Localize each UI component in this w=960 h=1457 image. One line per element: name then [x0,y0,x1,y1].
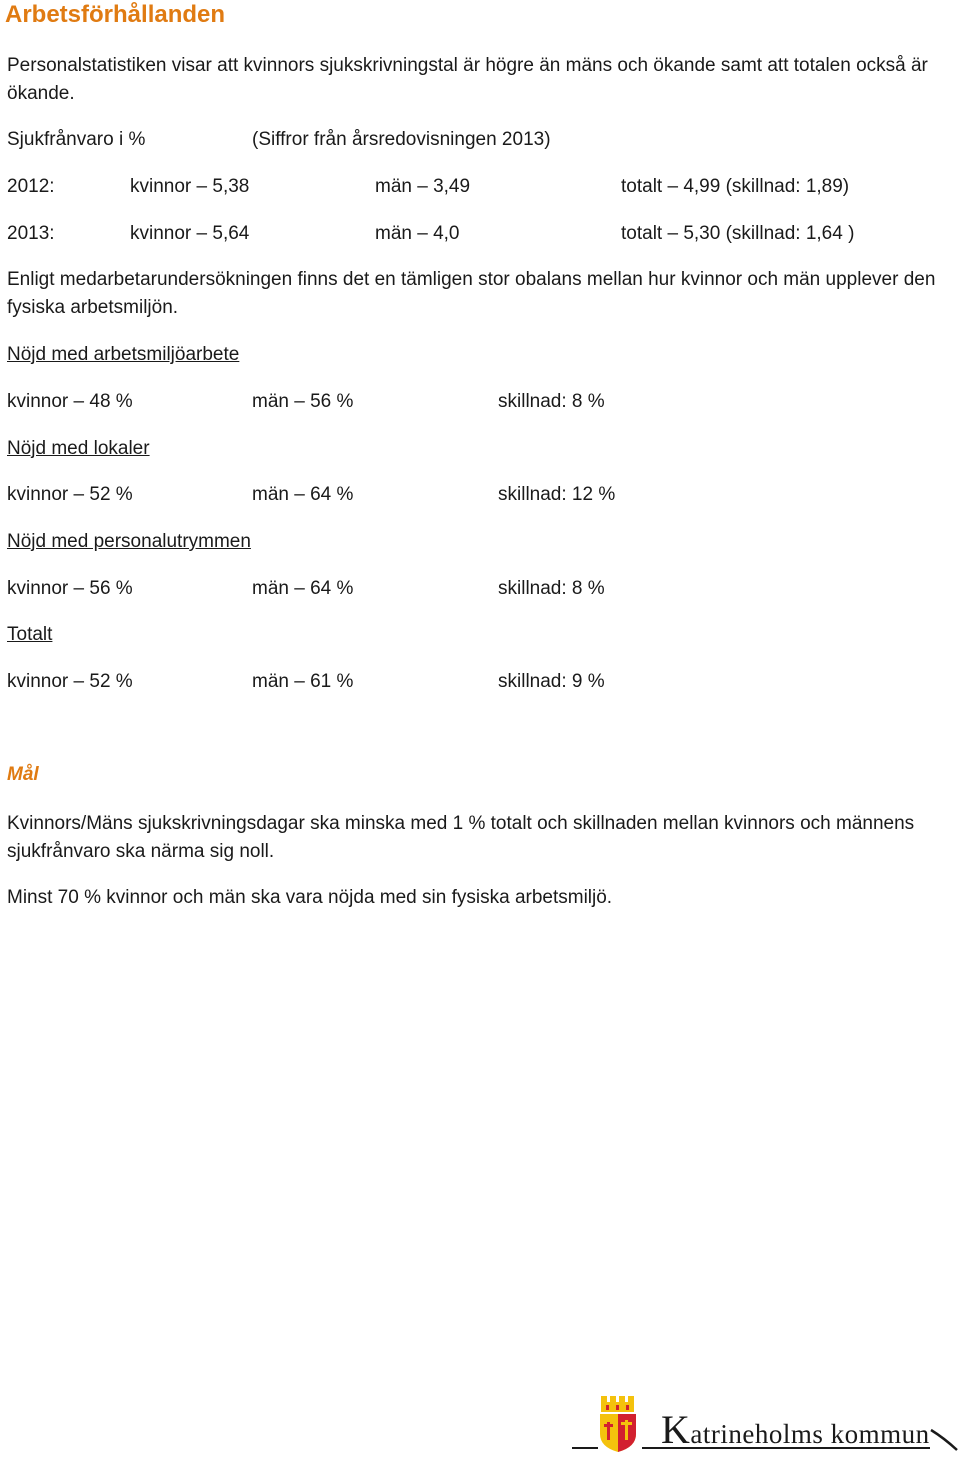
men-value: män – 3,49 [375,176,471,197]
survey-row-4 [0,668,960,696]
sick-leave-source: (Siffror från årsredovisningen 2013) [252,129,551,150]
goals-title: Mål [7,764,39,785]
men-value: män – 61 % [252,671,354,692]
logo-text-rest: atrineholms kommun [690,1419,930,1449]
total-value: totalt – 4,99 (skillnad: 1,89) [621,176,850,197]
women-value: kvinnor – 52 % [7,484,133,505]
survey-row-3 [0,575,960,603]
survey-row-1 [0,388,960,416]
women-value: kvinnor – 5,38 [130,176,250,197]
total-value: totalt – 5,30 (skillnad: 1,64 ) [621,223,855,244]
logo-swoosh-icon [930,1428,960,1452]
goal-item-2: Minst 70 % kvinnor och män ska vara nöjda med sin fysiska arbetsmiljö. [7,887,613,908]
intro-paragraph: Personalstatistiken visar att kvinnors sjukskrivningstal är högre än mäns och ökande samt att totalen också är ökande. [7,55,928,104]
diff-value: skillnad: 8 % [498,391,605,412]
men-value: män – 64 % [252,484,354,505]
year: 2012: [7,176,55,197]
sick-leave-label: Sjukfrånvaro i % [7,129,146,150]
survey-row-2 [0,481,960,509]
women-value: kvinnor – 52 % [7,671,133,692]
municipal-crest-icon [598,1394,640,1454]
men-value: män – 64 % [252,578,354,599]
women-value: kvinnor – 48 % [7,391,133,412]
diff-value: skillnad: 12 % [498,484,616,505]
sick-leave-row-2012 [0,173,960,201]
footer-rule-left [572,1447,598,1449]
men-value: män – 56 % [252,391,354,412]
sick-leave-row-2013 [0,220,960,248]
goal-item-1: Kvinnors/Mäns sjukskrivningsdagar ska minska med 1 % totalt och skillnaden mellan kvinnors och männens sjukfrånvaro ska närma sig noll. [7,813,915,862]
diff-value: skillnad: 8 % [498,578,605,599]
page-title: Arbetsförhållanden [5,1,226,28]
survey-heading-3: Nöjd med personalutrymmen [7,531,251,552]
survey-heading-1: Nöjd med arbetsmiljöarbete [7,344,240,365]
year: 2013: [7,223,55,244]
municipality-logo-text [661,1406,930,1453]
survey-heading-4: Totalt [7,624,53,645]
women-value: kvinnor – 56 % [7,578,133,599]
survey-heading-2: Nöjd med lokaler [7,438,150,459]
diff-value: skillnad: 9 % [498,671,605,692]
logo-text-cap: K [661,1407,691,1452]
men-value: män – 4,0 [375,223,460,244]
women-value: kvinnor – 5,64 [130,223,250,244]
survey-paragraph: Enligt medarbetarundersökningen finns det en tämligen stor obalans mellan hur kvinnor och män upplever den fysiska arbetsmiljön. [7,269,936,318]
